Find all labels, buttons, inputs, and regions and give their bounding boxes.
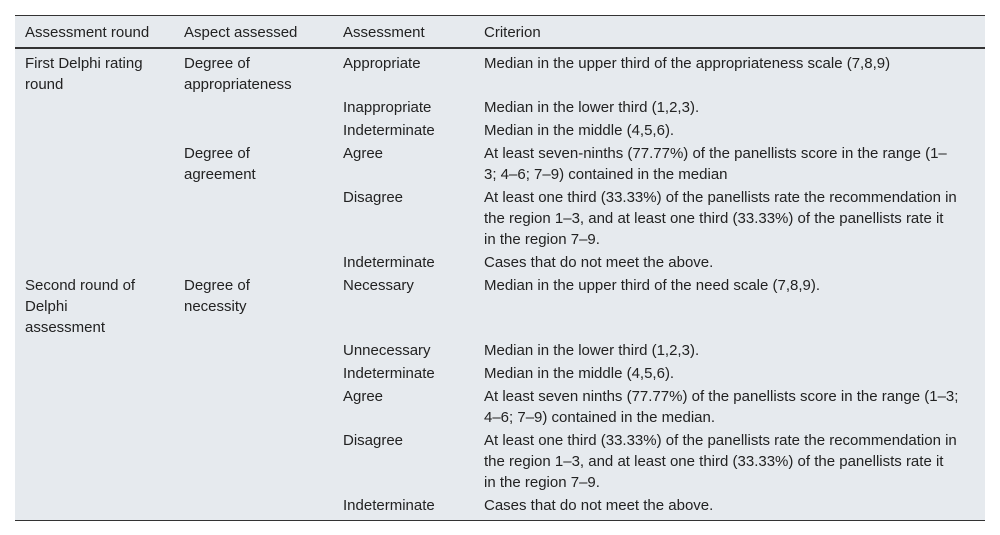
cell-assessment: Agree	[343, 145, 384, 162]
aspect-label: Degree of agreement	[184, 145, 256, 183]
table-row	[15, 48, 985, 96]
aspect-label: Degree of necessity	[184, 277, 250, 315]
cell-criterion: Cases that do not meet the above.	[484, 254, 714, 271]
cell-aspect	[174, 142, 333, 186]
cell-assessment: Unnecessary	[343, 342, 431, 359]
cell-round	[15, 48, 174, 96]
table-row	[15, 339, 985, 362]
cell-assessment: Indeterminate	[343, 122, 435, 139]
cell-aspect	[174, 48, 333, 96]
cell-aspect	[174, 274, 333, 339]
cell-criterion	[474, 429, 985, 494]
table-row	[15, 494, 985, 517]
round-label: First Delphi rating round	[25, 55, 143, 93]
cell-criterion: Median in the middle (4,5,6).	[484, 122, 675, 139]
cell-assessment: Indeterminate	[343, 497, 435, 514]
header-aspect-assessed: Aspect assessed	[174, 16, 333, 48]
aspect-label: Degree of appropriateness	[184, 55, 292, 93]
cell-assessment: Indeterminate	[343, 365, 435, 382]
header-criterion: Criterion	[474, 16, 985, 48]
cell-criterion	[474, 186, 985, 251]
criterion-text: At least seven-ninths (77.77%) of the panellists score in the range (1–3; 4–6; 7–9) contained in the median	[484, 145, 947, 183]
header-assessment: Assessment	[333, 16, 474, 48]
cell-assessment: Appropriate	[343, 55, 421, 72]
criterion-text: At least seven ninths (77.77%) of the panellists score in the range (1–3; 4–6; 7–9) contained in the median.	[484, 388, 959, 426]
table-row	[15, 96, 985, 119]
table-row	[15, 274, 985, 339]
cell-criterion	[474, 385, 985, 429]
cell-assessment: Inappropriate	[343, 99, 432, 116]
table-row	[15, 119, 985, 142]
cell-criterion: Median in the lower third (1,2,3).	[484, 342, 700, 359]
cell-assessment: Agree	[343, 388, 384, 405]
cell-assessment: Disagree	[343, 189, 404, 206]
criterion-text: At least one third (33.33%) of the panellists rate the recommendation in the region 1–3, and at least one third (33.33%) of the panellists rate it in the region 7–9.	[484, 189, 957, 248]
cell-criterion: Median in the upper third of the need scale (7,8,9).	[484, 277, 821, 294]
table-row	[15, 385, 985, 429]
cell-criterion: Median in the middle (4,5,6).	[484, 365, 675, 382]
cell-criterion: Cases that do not meet the above.	[484, 497, 714, 514]
criterion-text: At least one third (33.33%) of the panellists rate the recommendation in the region 1–3, and at least one third (33.33%) of the panellists rate it in the region 7–9.	[484, 432, 957, 491]
cell-criterion: Median in the lower third (1,2,3).	[484, 99, 700, 116]
table-row	[15, 142, 985, 186]
round-label: Second round of Delphi assessment	[25, 277, 136, 336]
criteria-table	[15, 16, 985, 517]
cell-criterion: Median in the upper third of the appropriateness scale (7,8,9)	[484, 55, 891, 72]
table-row	[15, 186, 985, 251]
header-assessment-round: Assessment round	[15, 16, 174, 48]
cell-assessment: Disagree	[343, 432, 404, 449]
table-row	[15, 429, 985, 494]
table-row	[15, 362, 985, 385]
cell-round	[15, 274, 174, 339]
cell-assessment: Indeterminate	[343, 254, 435, 271]
cell-assessment: Necessary	[343, 277, 414, 294]
delphi-criteria-table	[15, 15, 985, 521]
table-row	[15, 251, 985, 274]
table-header	[15, 16, 985, 48]
cell-criterion	[474, 142, 985, 186]
